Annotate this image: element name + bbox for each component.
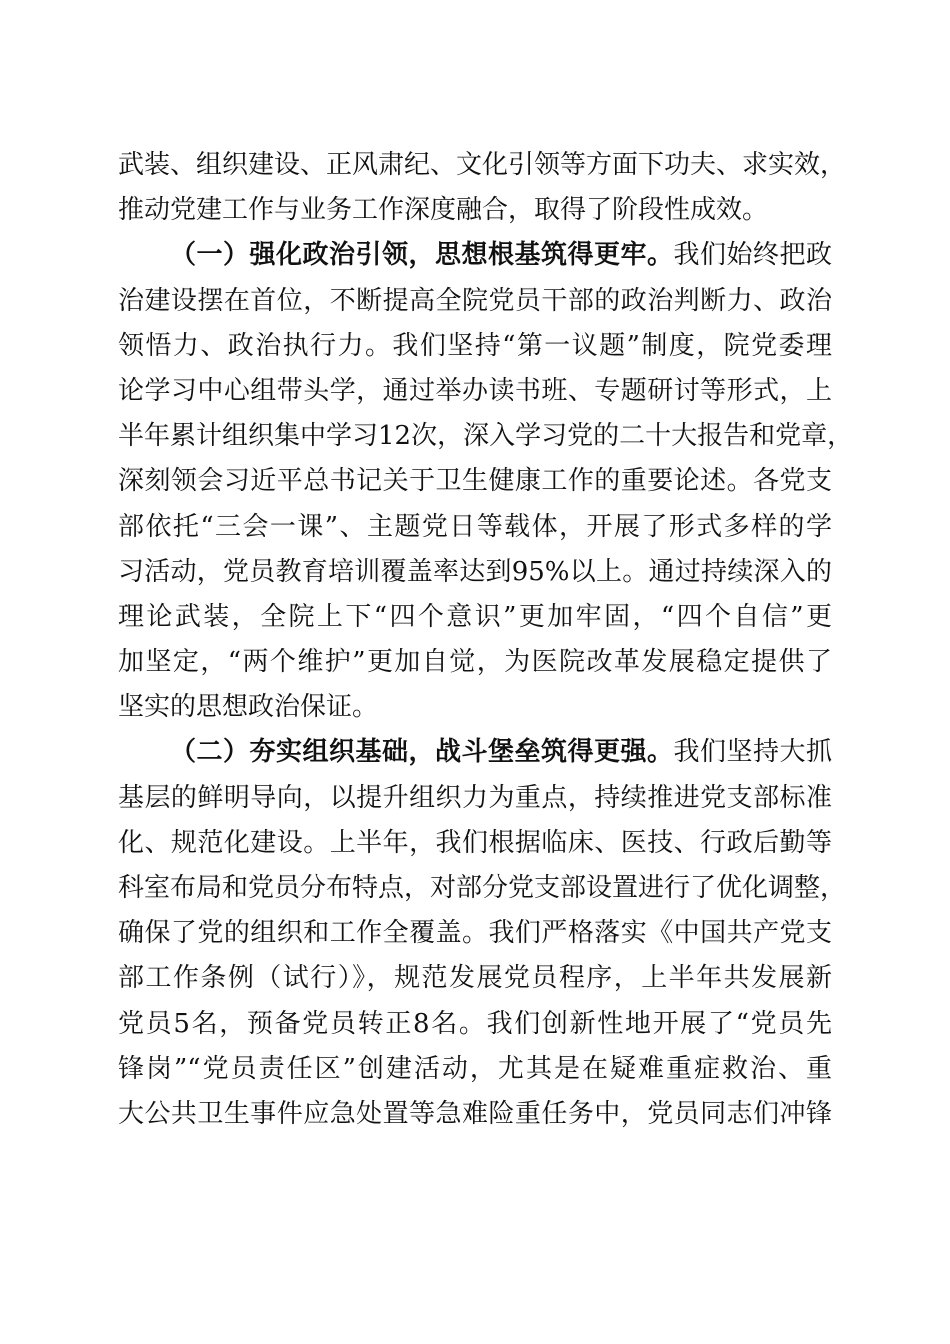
paragraph-line: 确保了党的组织和工作全覆盖。我们严格落实《中国共产党支 (118, 918, 832, 949)
paragraph-line: 理论武装，全院上下“四个意识”更加牢固，“四个自信”更 (118, 601, 832, 632)
paragraph-line: 党员5名，预备党员转正8名。我们创新性地开展了“党员先 (118, 1008, 832, 1039)
document-body (118, 143, 854, 1137)
paragraph-line: 半年累计组织集中学习12次，深入学习党的二十大报告和党章， (118, 421, 854, 452)
paragraph-line: 深刻领会习近平总书记关于卫生健康工作的重要论述。各党支 (118, 466, 832, 497)
paragraph-line: 加坚定，“两个维护”更加自觉，为医院改革发展稳定提供了 (118, 647, 832, 678)
paragraph-line: 科室布局和党员分布特点，对部分党支部设置进行了优化调整， (118, 873, 847, 903)
paragraph-line: 锋岗”“党员责任区”创建活动，尤其是在疑难重症救治、重 (118, 1053, 832, 1084)
section-heading: （一）强化政治引领，思想根基筑得更牢。 (170, 240, 674, 271)
paragraph-line: 治建设摆在首位，不断提高全院党员干部的政治判断力、政治 (118, 285, 832, 316)
section-heading-line (118, 233, 832, 278)
paragraph-line: 化、规范化建设。上半年，我们根据临床、医技、行政后勤等 (118, 827, 832, 858)
paragraph-line: 基层的鲜明导向，以提升组织力为重点，持续推进党支部标准 (118, 782, 832, 813)
paragraph-line: 坚实的思想政治保证。 (118, 692, 379, 723)
paragraph-line: 论学习中心组带头学，通过举办读书班、专题研讨等形式，上 (118, 375, 832, 406)
paragraph-text: 我们坚持大抓 (673, 737, 832, 768)
paragraph-line: 领悟力、政治执行力。我们坚持“第一议题”制度，院党委理 (118, 330, 832, 361)
paragraph-line: 武装、组织建设、正风肃纪、文化引领等方面下功夫、求实效， (118, 150, 847, 180)
paragraph-line: 部工作条例（试行）》，规范发展党员程序，上半年共发展新 (118, 963, 832, 994)
paragraph-line: 大公共卫生事件应急处置等急难险重任务中，党员同志们冲锋 (118, 1098, 832, 1129)
section-heading: （二）夯实组织基础，战斗堡垒筑得更强。 (170, 737, 674, 768)
paragraph-line: 部依托“三会一课”、主题党日等载体，开展了形式多样的学 (118, 511, 832, 542)
paragraph-line: 推动党建工作与业务工作深度融合，取得了阶段性成效。 (118, 195, 769, 226)
paragraph-text: 我们始终把政 (673, 240, 832, 271)
paragraph-line: 习活动，党员教育培训覆盖率达到95%以上。通过持续深入的 (118, 556, 832, 587)
section-heading-line (118, 730, 832, 775)
